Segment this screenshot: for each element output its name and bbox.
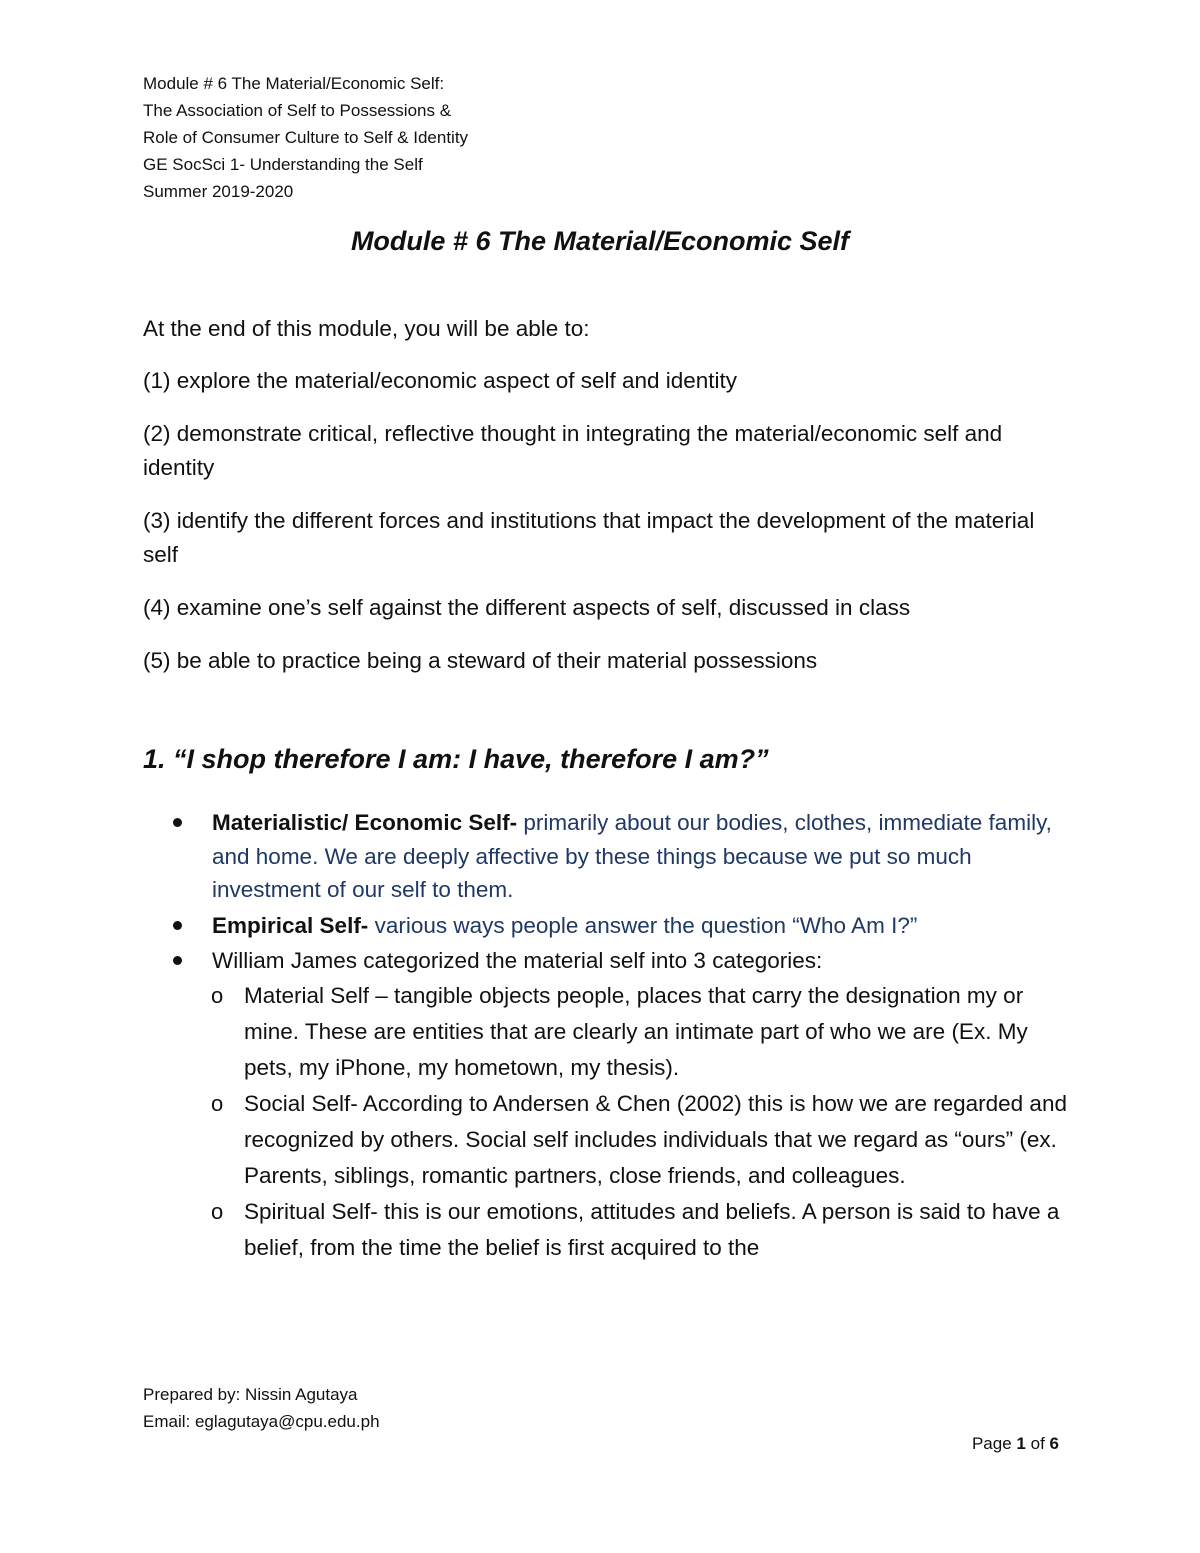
document-header: [143, 70, 468, 205]
intro-text: At the end of this module, you will be able to:: [143, 316, 590, 341]
page-of: of: [1030, 1434, 1045, 1453]
sub-item-social-self: [173, 1086, 1073, 1194]
sub-item-text: Social Self- According to Andersen & Chen (2002) this is how we are regarded and recognized by others. Social self includes individuals that we regard as “ours” (ex. Parents, siblings, romantic partners, close friends, and colleagues.: [244, 1090, 1067, 1188]
page-current: 1: [1016, 1434, 1026, 1453]
objective-item: (2) demonstrate critical, reflective thought in integrating the material/economic self and identity: [143, 421, 1003, 480]
circle-bullet-icon: o: [211, 1090, 224, 1116]
term-label: Empirical Self-: [212, 912, 369, 938]
prepared-by: Prepared by: Nissin Agutaya: [143, 1385, 358, 1404]
objective-item: (5) be able to practice being a steward of their material possessions: [143, 648, 818, 673]
objective-item: (3) identify the different forces and institutions that impact the development of the material self: [143, 508, 1035, 567]
page-label: Page: [971, 1434, 1012, 1453]
page-title: Module # 6 The Material/Economic Self: [350, 226, 850, 256]
bullet-text: William James categorized the material self into 3 categories:: [212, 948, 823, 973]
bullet-item-empirical-self: [173, 909, 1073, 943]
objective-item: (1) explore the material/economic aspect of self and identity: [143, 368, 738, 393]
objectives-list: [143, 364, 1053, 697]
header-line: Role of Consumer Culture to Self & Identity: [143, 128, 469, 147]
author-email: Email: eglagutaya@cpu.edu.ph: [143, 1412, 380, 1431]
header-line: Summer 2019-2020: [143, 182, 294, 201]
circle-bullet-icon: o: [211, 1198, 224, 1224]
bullet-list: [173, 806, 1073, 1268]
term-definition: various ways people answer the question “Who Am I?”: [368, 912, 918, 938]
sub-item-text: Spiritual Self- this is our emotions, attitudes and beliefs. A person is said to have a belief, from the time the belief is first acquired to the: [244, 1198, 1060, 1260]
sub-item-material-self: [173, 978, 1073, 1086]
bullet-item-william-james: [173, 944, 1073, 1266]
bullet-dot-icon: [173, 818, 182, 827]
term-definition: primarily about our bodies, clothes, immediate family, and home. We are deeply affective by these things because we put so much investment of our self to them.: [212, 810, 1052, 902]
sub-list: [212, 978, 1073, 1266]
header-line: The Association of Self to Possessions &: [143, 101, 452, 120]
header-line: Module # 6 The Material/Economic Self:: [143, 74, 445, 93]
document-footer: [143, 1381, 380, 1435]
bullet-dot-icon: [173, 956, 182, 965]
bullet-dot-icon: [173, 921, 182, 930]
circle-bullet-icon: o: [211, 982, 224, 1008]
page-number: [972, 1434, 1059, 1454]
term-label: Materialistic/ Economic Self-: [212, 810, 518, 835]
sub-item-spiritual-self: [173, 1194, 1073, 1266]
section-heading: 1. “I shop therefore I am: I have, therefore I am?”: [143, 744, 769, 774]
page-total: 6: [1049, 1434, 1059, 1453]
header-line: GE SocSci 1- Understanding the Self: [143, 155, 423, 174]
bullet-item-materialistic-self: [173, 806, 1073, 907]
sub-item-text: Material Self – tangible objects people, places that carry the designation my or mine. These are entities that are clearly an intimate part of who we are (Ex. My pets, my iPhone, my hometown, my thesis).: [244, 982, 1028, 1080]
objective-item: (4) examine one’s self against the different aspects of self, discussed in class: [143, 595, 911, 620]
